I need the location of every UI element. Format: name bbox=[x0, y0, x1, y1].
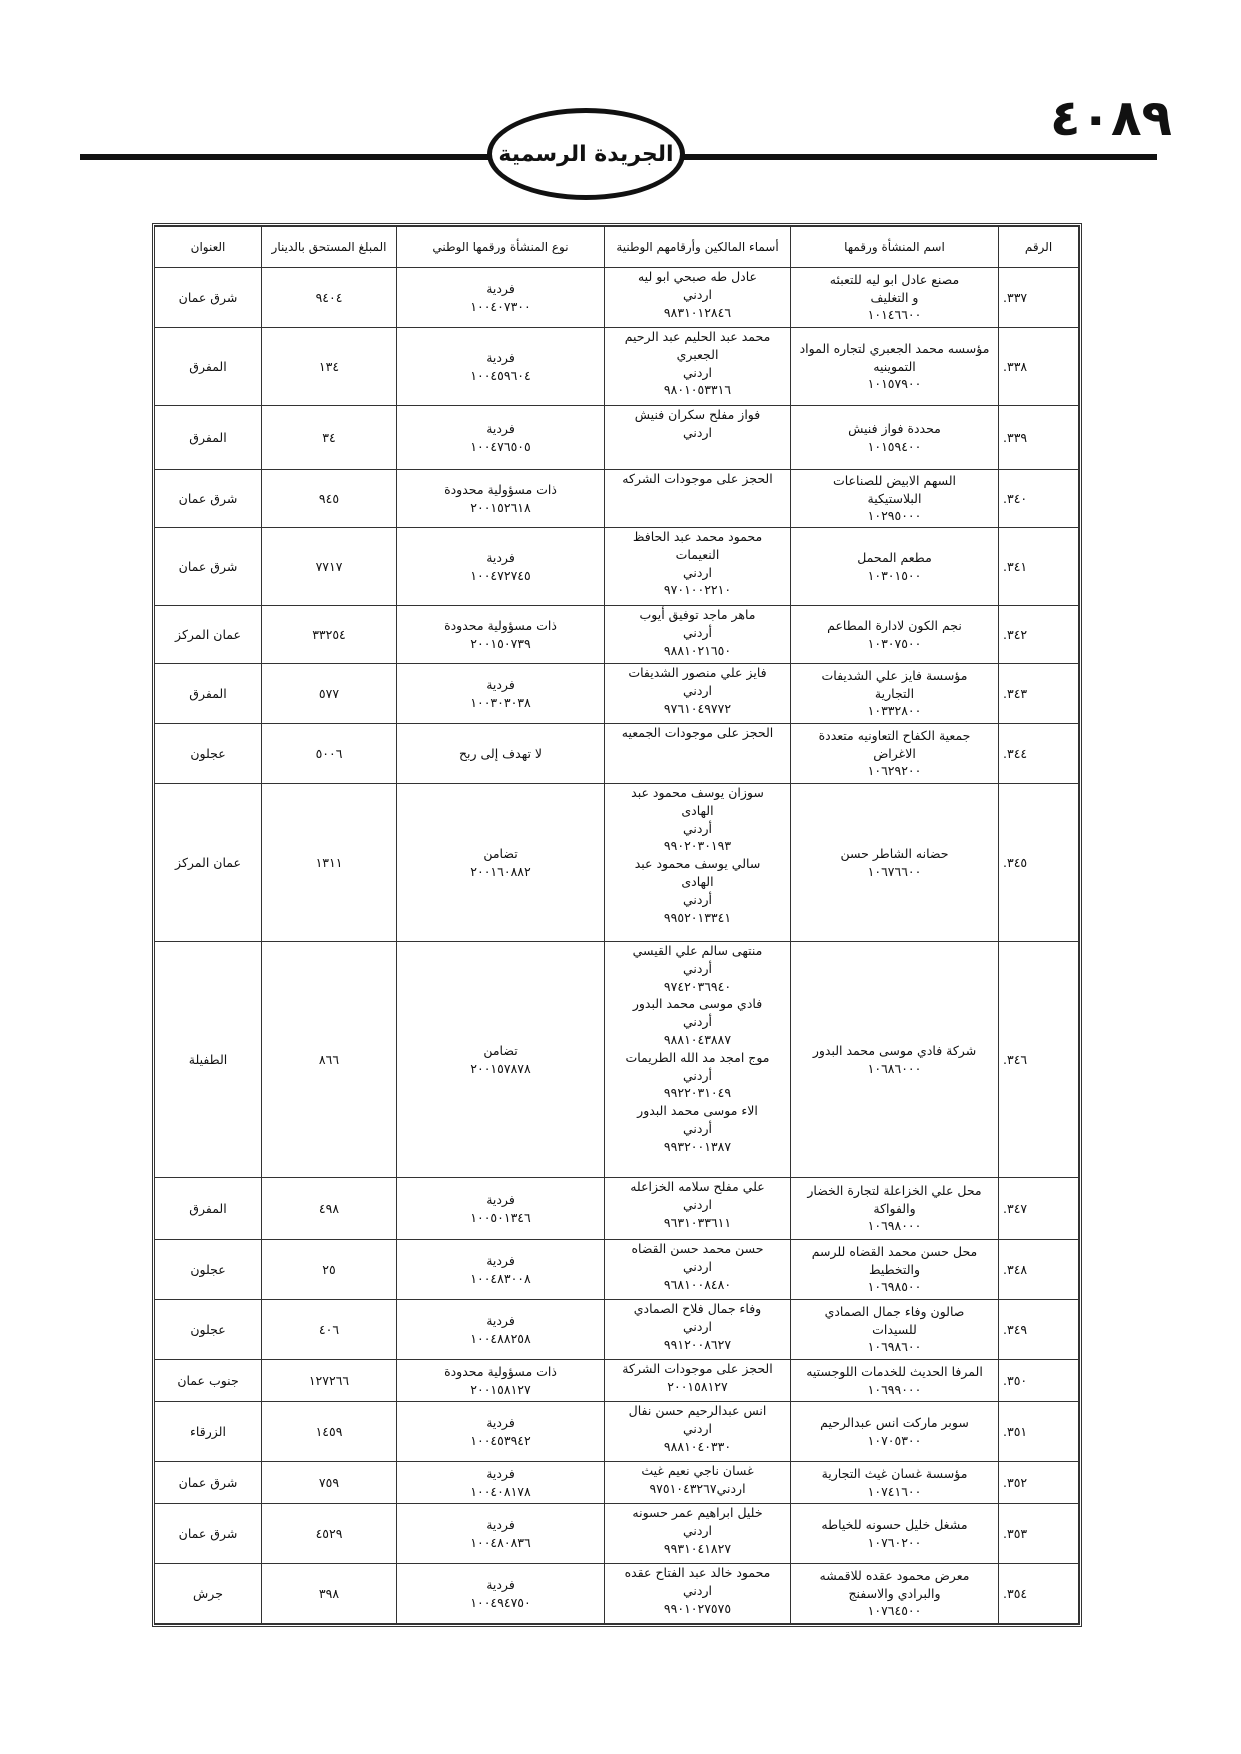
type-cell-line: ٢٠٠١٥٢٦١٨ bbox=[470, 499, 531, 515]
owners-cell-line: اردني bbox=[683, 1582, 712, 1598]
table-row bbox=[155, 664, 1079, 724]
owners-cell-line: فادي موسى محمد البدور bbox=[632, 996, 763, 1012]
owners-cell-line: النعيمات bbox=[675, 546, 720, 562]
owners-cell-line: فايز علي منصور الشديفات bbox=[628, 665, 767, 680]
owners-cell-line: غسان ناجي نعيم غيث bbox=[641, 1463, 754, 1478]
type-cell-line: فردية bbox=[486, 1252, 515, 1268]
establishment-cell-line: مؤسسة فايز علي الشديفات bbox=[821, 667, 968, 683]
owners-cell-line: اردني bbox=[683, 424, 712, 440]
type-cell-line: فردية bbox=[486, 1576, 515, 1592]
establishment-cell-line: مؤسسة غسان غيث التجارية bbox=[821, 1465, 968, 1481]
owners-cell bbox=[605, 1360, 791, 1402]
amount-cell: ٣٤ bbox=[262, 406, 397, 470]
type-cell-line: فردية bbox=[486, 349, 515, 365]
type-cell bbox=[397, 1178, 605, 1240]
type-cell-line: ١٠٠٤٨٨٢٥٨ bbox=[470, 1330, 531, 1346]
amount-cell: ٢٥ bbox=[262, 1240, 397, 1300]
row-number: .٣٤١ bbox=[999, 528, 1079, 606]
type-cell bbox=[397, 1564, 605, 1624]
address-cell: المفرق bbox=[155, 664, 262, 724]
owners-cell-line: علي مفلح سلامه الخزاعله bbox=[630, 1179, 765, 1194]
amount-cell: ٣٩٨ bbox=[262, 1564, 397, 1624]
type-cell-line: فردية bbox=[486, 1414, 515, 1430]
address-cell: الطفيلة bbox=[155, 942, 262, 1178]
owners-cell-line: ٩٨٨١٠٤٣٨٨٧ bbox=[663, 1031, 732, 1047]
owners-cell-line: ٩٨٨١٠٢١٦٥٠ bbox=[663, 642, 732, 658]
amount-cell: ٥٠٠٦ bbox=[262, 724, 397, 784]
type-cell-line: فردية bbox=[486, 1465, 515, 1481]
owners-cell-line: اردني bbox=[683, 364, 712, 380]
type-cell-line: فردية bbox=[486, 1312, 515, 1328]
owners-cell-line: منتهى سالم علي القيسي bbox=[632, 943, 763, 958]
amount-cell: ٤٩٨ bbox=[262, 1178, 397, 1240]
owners-cell-line: أردني bbox=[683, 891, 712, 907]
row-number: .٣٣٨ bbox=[999, 328, 1079, 406]
masthead-oval bbox=[487, 108, 685, 200]
establishment-cell bbox=[791, 1360, 999, 1402]
establishment-cell-line: التموينيه bbox=[873, 358, 916, 374]
establishment-cell-line: والبرادي والاسفنج bbox=[848, 1585, 941, 1601]
row-number: .٣٤٩ bbox=[999, 1300, 1079, 1360]
row-number: .٣٣٩ bbox=[999, 406, 1079, 470]
type-cell-line: ٢٠٠١٥٧٨٧٨ bbox=[470, 1060, 531, 1076]
establishment-cell-line: ١٠٢٩٥٠٠٠ bbox=[867, 508, 922, 524]
amount-cell: ٤٠٦ bbox=[262, 1300, 397, 1360]
establishment-cell bbox=[791, 1402, 999, 1462]
establishment-cell-line: ١٠٦٢٩٢٠٠ bbox=[867, 763, 922, 779]
owners-cell-line: اردني bbox=[683, 1318, 712, 1334]
establishment-cell-line: ١٠٦٩٨٥٠٠ bbox=[867, 1279, 922, 1295]
address-cell: شرق عمان bbox=[155, 268, 262, 328]
type-cell bbox=[397, 942, 605, 1178]
owners-cell bbox=[605, 470, 791, 528]
table-row bbox=[155, 470, 1079, 528]
row-number: .٣٤٥ bbox=[999, 784, 1079, 942]
type-cell-line: ١٠٠٤٨٣٠٠٨ bbox=[470, 1270, 531, 1286]
establishment-cell-line: ١٠٣٣٢٨٠٠ bbox=[867, 703, 922, 719]
owners-cell bbox=[605, 1178, 791, 1240]
establishment-cell-line: والفواكة bbox=[873, 1200, 916, 1216]
establishment-cell-line: البلاستيكية bbox=[867, 490, 922, 506]
establishment-cell bbox=[791, 1300, 999, 1360]
establishment-cell-line: ١٠٧٤١٦٠٠ bbox=[867, 1483, 922, 1499]
owners-cell-line: محمد عبد الحليم عبد الرحيم bbox=[624, 329, 771, 344]
owners-cell bbox=[605, 664, 791, 724]
establishment-cell-line: ١٠٧٦٤٥٠٠ bbox=[867, 1603, 922, 1619]
owners-cell-line: أردني bbox=[683, 1014, 712, 1030]
row-number: .٣٣٧ bbox=[999, 268, 1079, 328]
owners-cell bbox=[605, 1564, 791, 1624]
type-cell bbox=[397, 724, 605, 784]
type-cell bbox=[397, 1462, 605, 1504]
establishment-cell-line: ١٠٦٧٦٦٠٠ bbox=[867, 863, 922, 879]
type-cell-line: تضامن bbox=[483, 845, 518, 861]
type-cell-line: ١٠٠٤٠٧٣٠٠ bbox=[470, 298, 531, 314]
row-number: .٣٥١ bbox=[999, 1402, 1079, 1462]
table-header-row bbox=[155, 227, 1079, 268]
table-row bbox=[155, 1360, 1079, 1402]
owners-cell-line: الهادى bbox=[681, 873, 714, 889]
type-cell bbox=[397, 528, 605, 606]
establishment-cell bbox=[791, 470, 999, 528]
owners-cell-line: انس عبدالرحيم حسن نفال bbox=[628, 1403, 767, 1418]
establishment-cell bbox=[791, 784, 999, 942]
table-row bbox=[155, 528, 1079, 606]
owners-cell-line: أردني bbox=[683, 1067, 712, 1083]
amount-cell: ٩٤٥ bbox=[262, 470, 397, 528]
type-cell-line: ١٠٠٤٩٤٧٥٠ bbox=[470, 1594, 531, 1610]
owners-cell-line: اردني٩٧٥١٠٤٣٢٦٧ bbox=[649, 1480, 746, 1496]
table-row bbox=[155, 942, 1079, 1178]
row-number: .٣٥٣ bbox=[999, 1504, 1079, 1564]
table-row bbox=[155, 784, 1079, 942]
establishment-cell-line: ١٠٦٩٩٠٠٠ bbox=[867, 1381, 922, 1397]
establishment-cell-line: ١٠٣٠٧٥٠٠ bbox=[867, 635, 922, 651]
type-cell-line: ذات مسؤولية محدودة bbox=[444, 1363, 557, 1379]
establishment-cell bbox=[791, 528, 999, 606]
row-number: .٣٤٠ bbox=[999, 470, 1079, 528]
establishment-cell-line: حضانه الشاطر حسن bbox=[840, 845, 949, 861]
establishment-cell-line: ١٠٣٠١٥٠٠ bbox=[867, 567, 922, 583]
owners-cell-line: ٩٩١٢٠٠٨٦٢٧ bbox=[663, 1336, 732, 1352]
establishment-cell-line: للسيدات bbox=[872, 1321, 917, 1337]
type-cell-line: لا تهدف إلى ربح bbox=[458, 745, 543, 761]
establishment-cell-line: مطعم المحمل bbox=[857, 549, 932, 565]
owners-cell bbox=[605, 1504, 791, 1564]
owners-cell-line: اردني bbox=[683, 1420, 712, 1436]
owners-cell-line: اردني bbox=[683, 1196, 712, 1212]
type-cell-line: ١٠٠٥٠١٣٤٦ bbox=[470, 1209, 531, 1225]
address-cell: الزرقاء bbox=[155, 1402, 262, 1462]
owners-cell-line: سوزان يوسف محمود عبد bbox=[631, 785, 764, 800]
owners-cell-line: الحجز على موجودات الشركة bbox=[622, 1361, 773, 1376]
establishment-cell-line: محل علي الخزاعلة لتجارة الخضار bbox=[807, 1182, 982, 1198]
owners-cell-line: فواز مفلح سكران فنيش bbox=[634, 407, 761, 422]
row-number: .٣٤٢ bbox=[999, 606, 1079, 664]
establishment-cell bbox=[791, 724, 999, 784]
owners-cell bbox=[605, 724, 791, 784]
table-row bbox=[155, 1240, 1079, 1300]
type-cell-line: ١٠٠٤٧٦٥٠٥ bbox=[470, 438, 531, 454]
owners-cell-line: موج امجد مد الله الطريمات bbox=[625, 1049, 770, 1065]
establishment-cell-line: ١٠١٤٦٦٠٠ bbox=[867, 307, 922, 323]
registry-table bbox=[152, 223, 1082, 1627]
table-row bbox=[155, 1178, 1079, 1240]
owners-cell-line: اردني bbox=[683, 682, 712, 698]
type-cell-line: ١٠٠٣٠٣٠٣٨ bbox=[470, 694, 531, 710]
establishment-cell bbox=[791, 664, 999, 724]
table-row bbox=[155, 1564, 1079, 1624]
type-cell bbox=[397, 1360, 605, 1402]
type-cell-line: ١٠٠٤٨٠٨٣٦ bbox=[470, 1534, 531, 1550]
owners-cell bbox=[605, 268, 791, 328]
establishment-cell bbox=[791, 328, 999, 406]
address-cell: المفرق bbox=[155, 1178, 262, 1240]
publication-title: الجريدة الرسمية bbox=[498, 141, 674, 167]
owners-cell-line: ٩٩٠٢٠٣٠١٩٣ bbox=[663, 838, 732, 854]
owners-cell bbox=[605, 1240, 791, 1300]
type-cell-line: ١٠٠٤٥٩٦٠٤ bbox=[470, 367, 531, 383]
type-cell-line: فردية bbox=[486, 549, 515, 565]
establishment-cell-line: جمعية الكفاح التعاونيه متعددة bbox=[818, 727, 971, 743]
establishment-cell bbox=[791, 942, 999, 1178]
owners-cell-line: اردني bbox=[683, 286, 712, 302]
col-header-address: العنوان bbox=[155, 227, 262, 268]
amount-cell: ٨٦٦ bbox=[262, 942, 397, 1178]
address-cell: شرق عمان bbox=[155, 1504, 262, 1564]
amount-cell: ١٣١١ bbox=[262, 784, 397, 942]
type-cell-line: ١٠٠٤٥٣٩٤٢ bbox=[470, 1432, 531, 1448]
amount-cell: ٤٥٢٩ bbox=[262, 1504, 397, 1564]
address-cell: جنوب عمان bbox=[155, 1360, 262, 1402]
row-number: .٣٤٨ bbox=[999, 1240, 1079, 1300]
type-cell-line: فردية bbox=[486, 676, 515, 692]
owners-cell-line: ٩٨٠١٠٥٣٣١٦ bbox=[663, 382, 732, 398]
owners-cell bbox=[605, 942, 791, 1178]
table-row bbox=[155, 1504, 1079, 1564]
type-cell-line: ٢٠٠١٥٠٧٣٩ bbox=[470, 635, 531, 651]
establishment-cell-line: ١٠٦٩٨٠٠٠ bbox=[867, 1218, 922, 1234]
address-cell: عجلون bbox=[155, 724, 262, 784]
table-row bbox=[155, 406, 1079, 470]
amount-cell: ٥٧٧ bbox=[262, 664, 397, 724]
owners-cell bbox=[605, 328, 791, 406]
establishment-cell bbox=[791, 1462, 999, 1504]
amount-cell: ١٣٤ bbox=[262, 328, 397, 406]
owners-cell bbox=[605, 1402, 791, 1462]
establishment-cell-line: ١٠١٥٩٤٠٠ bbox=[867, 438, 922, 454]
owners-cell bbox=[605, 606, 791, 664]
establishment-cell-line: السهم الابيض للصناعات bbox=[832, 472, 957, 488]
establishment-cell-line: المرفا الحديث للخدمات اللوجستيه bbox=[806, 1363, 983, 1379]
amount-cell: ٧٧١٧ bbox=[262, 528, 397, 606]
establishment-cell bbox=[791, 268, 999, 328]
owners-cell-line: ٩٩٣٢٠٠١٣٨٧ bbox=[663, 1138, 732, 1154]
establishment-cell bbox=[791, 1564, 999, 1624]
establishment-cell-line: محل حسن محمد القضاه للرسم bbox=[811, 1243, 978, 1259]
owners-cell-line: وفاء جمال فلاح الصمادي bbox=[633, 1301, 762, 1316]
address-cell: عجلون bbox=[155, 1240, 262, 1300]
type-cell bbox=[397, 1504, 605, 1564]
address-cell: عمان المركز bbox=[155, 606, 262, 664]
col-header-number: الرقم bbox=[999, 227, 1079, 268]
address-cell: عجلون bbox=[155, 1300, 262, 1360]
amount-cell: ٣٣٢٥٤ bbox=[262, 606, 397, 664]
establishment-cell-line: الاغراض bbox=[873, 745, 916, 761]
establishment-cell-line: والتخطيط bbox=[868, 1261, 921, 1277]
establishment-cell-line: مشغل خليل حسونه للخياطه bbox=[821, 1516, 968, 1532]
establishment-cell-line: و التغليف bbox=[870, 289, 919, 305]
owners-cell-line: الهادى bbox=[681, 802, 714, 818]
address-cell: المفرق bbox=[155, 406, 262, 470]
type-cell-line: ١٠٠٤٧٢٧٤٥ bbox=[470, 567, 531, 583]
row-number: .٣٤٣ bbox=[999, 664, 1079, 724]
establishment-cell-line: نجم الكون لادارة المطاعم bbox=[827, 617, 962, 633]
owners-cell-line: ماهر ماجد توفيق أيوب bbox=[639, 607, 756, 622]
owners-cell-line: أردني bbox=[683, 820, 712, 836]
owners-cell bbox=[605, 1462, 791, 1504]
owners-cell bbox=[605, 784, 791, 942]
establishment-cell-line: ١٠٧٦٠٢٠٠ bbox=[867, 1534, 922, 1550]
type-cell-line: فردية bbox=[486, 1516, 515, 1532]
type-cell bbox=[397, 1300, 605, 1360]
owners-cell-line: الاء موسى محمد البدور bbox=[637, 1103, 758, 1119]
page-number: ٤٠٨٩ bbox=[1050, 89, 1173, 147]
address-cell: المفرق bbox=[155, 328, 262, 406]
type-cell-line: تضامن bbox=[483, 1042, 518, 1058]
type-cell-line: ٢٠٠١٥٨١٢٧ bbox=[470, 1381, 531, 1397]
owners-cell-line: ٩٧٤٢٠٣٦٩٤٠ bbox=[663, 978, 732, 994]
owners-cell-line: ٩٦٨١٠٠٨٤٨٠ bbox=[663, 1276, 732, 1292]
table-row bbox=[155, 1462, 1079, 1504]
owners-cell-line: عادل طه صبحي ابو ليه bbox=[637, 269, 758, 284]
table-row bbox=[155, 724, 1079, 784]
establishment-cell-line: صالون وفاء جمال الصمادي bbox=[824, 1303, 965, 1319]
owners-cell-line: ٩٨٣١٠١٢٨٤٦ bbox=[663, 304, 732, 320]
type-cell bbox=[397, 784, 605, 942]
owners-cell-line: أردني bbox=[683, 960, 712, 976]
table-row bbox=[155, 268, 1079, 328]
address-cell: جرش bbox=[155, 1564, 262, 1624]
owners-cell-line: حسن محمد حسن القضاه bbox=[631, 1241, 764, 1256]
table-row bbox=[155, 328, 1079, 406]
establishment-cell-line: محددة فواز فنيش bbox=[848, 420, 941, 436]
owners-cell-line: ٩٩٥٢٠١٣٣٤١ bbox=[663, 909, 732, 925]
type-cell bbox=[397, 1240, 605, 1300]
type-cell bbox=[397, 1402, 605, 1462]
row-number: .٣٤٦ bbox=[999, 942, 1079, 1178]
owners-cell-line: ٩٨٨١٠٤٠٣٣٠ bbox=[663, 1438, 732, 1454]
type-cell-line: ذات مسؤولية محدودة bbox=[444, 617, 557, 633]
type-cell bbox=[397, 606, 605, 664]
row-number: .٣٥٠ bbox=[999, 1360, 1079, 1402]
col-header-amount: المبلغ المستحق بالدينار bbox=[262, 227, 397, 268]
row-number: .٣٥٤ bbox=[999, 1564, 1079, 1624]
table-row bbox=[155, 1300, 1079, 1360]
type-cell-line: ٢٠٠١٦٠٨٨٢ bbox=[470, 863, 531, 879]
establishment-cell-line: ١٠١٥٧٩٠٠ bbox=[867, 376, 922, 392]
establishment-cell-line: ١٠٦٨٦٠٠٠ bbox=[867, 1060, 922, 1076]
address-cell: شرق عمان bbox=[155, 528, 262, 606]
type-cell-line: فردية bbox=[486, 1191, 515, 1207]
row-number: .٣٥٢ bbox=[999, 1462, 1079, 1504]
owners-cell-line: ٩٩٣١٠٤١٨٢٧ bbox=[663, 1540, 732, 1556]
type-cell bbox=[397, 328, 605, 406]
establishment-cell bbox=[791, 1504, 999, 1564]
establishment-cell-line: سوبر ماركت انس عبدالرحيم bbox=[820, 1414, 969, 1430]
type-cell bbox=[397, 664, 605, 724]
owners-cell-line: ٩٦٣١٠٣٣٦١١ bbox=[663, 1214, 732, 1230]
owners-cell-line: خليل ابراهيم عمر حسونه bbox=[632, 1505, 763, 1520]
type-cell-line: فردية bbox=[486, 420, 515, 436]
table-row bbox=[155, 1402, 1079, 1462]
type-cell-line: فردية bbox=[486, 280, 515, 296]
owners-cell bbox=[605, 528, 791, 606]
establishment-cell-line: ١٠٦٩٨٦٠٠ bbox=[867, 1339, 922, 1355]
amount-cell: ٧٥٩ bbox=[262, 1462, 397, 1504]
owners-cell-line: اردني bbox=[683, 564, 712, 580]
owners-cell-line: ٢٠٠١٥٨١٢٧ bbox=[667, 1378, 728, 1394]
establishment-cell-line: التجارية bbox=[874, 685, 915, 701]
type-cell bbox=[397, 406, 605, 470]
address-cell: شرق عمان bbox=[155, 1462, 262, 1504]
owners-cell-line: أردني bbox=[683, 624, 712, 640]
amount-cell: ١٤٥٩ bbox=[262, 1402, 397, 1462]
owners-cell-line: اردني bbox=[683, 1522, 712, 1538]
owners-cell-line: ٩٧٦١٠٤٩٧٧٢ bbox=[663, 700, 732, 716]
owners-cell-line: ٩٩٠١٠٢٧٥٧٥ bbox=[663, 1600, 732, 1616]
type-cell bbox=[397, 470, 605, 528]
establishment-cell bbox=[791, 1178, 999, 1240]
establishment-cell-line: شركة فادي موسى محمد البدور bbox=[812, 1042, 977, 1058]
establishment-cell bbox=[791, 606, 999, 664]
type-cell-line: ١٠٠٤٠٨١٧٨ bbox=[470, 1483, 531, 1499]
owners-cell-line: محمود خالد عبد الفتاح عقده bbox=[624, 1565, 771, 1580]
amount-cell: ١٢٧٢٦٦ bbox=[262, 1360, 397, 1402]
address-cell: عمان المركز bbox=[155, 784, 262, 942]
table-row bbox=[155, 606, 1079, 664]
owners-cell-line: اردني bbox=[683, 1258, 712, 1274]
owners-cell-line: أردني bbox=[683, 1120, 712, 1136]
row-number: .٣٤٤ bbox=[999, 724, 1079, 784]
owners-cell bbox=[605, 406, 791, 470]
establishment-cell bbox=[791, 1240, 999, 1300]
establishment-cell bbox=[791, 406, 999, 470]
col-header-establishment: اسم المنشأة ورقمها bbox=[791, 227, 999, 268]
owners-cell bbox=[605, 1300, 791, 1360]
owners-cell-line: الحجز على موجودات الجمعيه bbox=[621, 725, 774, 740]
establishment-cell-line: معرض محمود عقده للاقمشه bbox=[819, 1567, 970, 1583]
owners-cell-line: ٩٩٢٢٠٣١٠٤٩ bbox=[663, 1085, 732, 1101]
address-cell: شرق عمان bbox=[155, 470, 262, 528]
type-cell-line: ذات مسؤولية محدودة bbox=[444, 481, 557, 497]
owners-cell-line: الحجز على موجودات الشركه bbox=[622, 471, 773, 486]
owners-cell-line: الجعبري bbox=[676, 346, 719, 362]
amount-cell: ٩٤٠٤ bbox=[262, 268, 397, 328]
col-header-owners: أسماء المالكين وأرقامهم الوطنية bbox=[605, 227, 791, 268]
owners-cell-line: سالي يوسف محمود عبد bbox=[634, 856, 761, 872]
establishment-cell-line: مصنع عادل ابو ليه للتعبئه bbox=[829, 271, 960, 287]
row-number: .٣٤٧ bbox=[999, 1178, 1079, 1240]
type-cell bbox=[397, 268, 605, 328]
owners-cell-line: محمود محمد عبد الحافظ bbox=[632, 529, 763, 544]
establishment-cell-line: مؤسسه محمد الجعبري لتجاره المواد bbox=[799, 340, 990, 356]
col-header-type: نوع المنشأة ورقمها الوطني bbox=[397, 227, 605, 268]
establishment-cell-line: ١٠٧٠٥٣٠٠ bbox=[867, 1432, 922, 1448]
owners-cell-line: ٩٧٠١٠٠٢٢١٠ bbox=[663, 582, 732, 598]
